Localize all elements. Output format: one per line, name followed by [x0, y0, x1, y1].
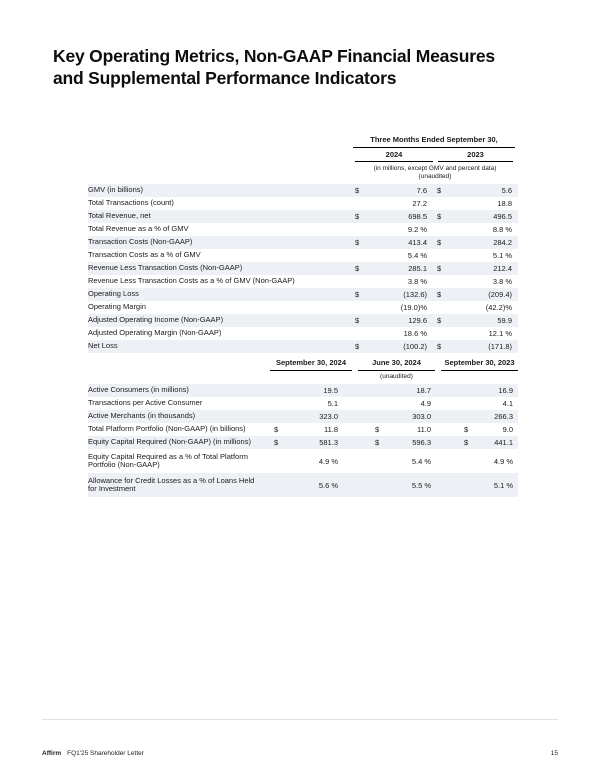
- metric-value: 5.6: [501, 186, 512, 195]
- currency-symbol: $: [437, 316, 442, 325]
- value-cell-2023: [433, 264, 518, 273]
- metric-value: 5.4 %: [407, 251, 427, 260]
- currency-symbol: $: [355, 316, 360, 325]
- metric-label: Total Revenue, net: [88, 211, 151, 221]
- currency-symbol: $: [437, 342, 442, 351]
- value-cell-sep24: [260, 399, 350, 408]
- year-header-row: [355, 150, 518, 162]
- metric-value: 5.1 %: [493, 480, 513, 490]
- currency-symbol: $: [355, 264, 360, 273]
- metric-value: 441.1: [494, 438, 513, 447]
- table-row: [88, 423, 518, 436]
- metric-value: 59.9: [497, 316, 512, 325]
- metric-value: 12.1 %: [488, 329, 512, 338]
- metric-value: 284.2: [493, 238, 512, 247]
- page-title: [53, 46, 553, 89]
- metric-label: Total Transactions (count): [88, 198, 174, 208]
- table-row: [88, 184, 518, 197]
- metric-value: (209.4): [488, 290, 512, 299]
- footer-divider: [42, 719, 558, 720]
- metric-label: GMV (in billions): [88, 185, 144, 195]
- value-cell-2023: [433, 212, 518, 221]
- metric-value: 323.0: [319, 412, 338, 421]
- table-row: [88, 449, 518, 473]
- metric-value: 581.3: [319, 438, 338, 447]
- value-cell-2023: [433, 225, 518, 234]
- value-cell-jun24: [350, 412, 434, 421]
- value-cell-2023: [433, 199, 518, 208]
- currency-symbol: $: [437, 264, 442, 273]
- metric-value: (42.2)%: [485, 303, 512, 312]
- metric-value: 18.8: [497, 199, 512, 208]
- currency-symbol: $: [355, 290, 360, 299]
- footer-left: [42, 750, 144, 757]
- table-row: [88, 473, 518, 497]
- value-cell-2024: [351, 277, 433, 286]
- table-row: [88, 410, 518, 423]
- metric-label: Operating Margin: [88, 302, 146, 312]
- metric-value: 18.6 %: [403, 329, 427, 338]
- metric-value: 11.0: [416, 425, 431, 434]
- value-cell-jun24: [350, 457, 434, 466]
- metric-label: Total Revenue as a % of GMV: [88, 224, 189, 234]
- table-row: [88, 301, 518, 314]
- value-cell-2024: [351, 251, 433, 260]
- value-cell-sep23: [434, 399, 518, 408]
- metric-value: 129.6: [408, 316, 427, 325]
- metric-label: Operating Loss: [88, 289, 139, 299]
- currency-symbol: $: [464, 425, 469, 434]
- metric-value: 285.1: [408, 264, 427, 273]
- value-cell-jun24: [350, 399, 434, 408]
- date-header-row: [270, 358, 518, 371]
- value-cell-sep23: [434, 386, 518, 395]
- value-cell-2024: [351, 199, 433, 208]
- metric-label: Active Merchants (in thousands): [88, 411, 196, 421]
- table-note-line1: (in millions, except GMV and percent data): [373, 165, 497, 172]
- currency-symbol: $: [355, 212, 360, 221]
- currency-symbol: $: [274, 438, 279, 447]
- brand-logo: Affirm: [42, 750, 62, 757]
- metric-value: 596.3: [412, 438, 431, 447]
- metric-value: 698.5: [408, 212, 427, 221]
- document-label: FQ1'25 Shareholder Letter: [67, 750, 144, 757]
- value-cell-sep24: [260, 386, 350, 395]
- value-cell-2023: [433, 316, 518, 325]
- metric-label: Adjusted Operating Income (Non-GAAP): [88, 315, 224, 325]
- supplemental-indicators-table: [88, 358, 518, 497]
- currency-symbol: $: [375, 438, 380, 447]
- value-cell-2024: [351, 238, 433, 247]
- value-cell-jun24: [350, 386, 434, 395]
- table-note: (unaudited): [380, 373, 413, 380]
- period-header: Three Months Ended September 30,: [353, 135, 515, 148]
- value-cell-sep24: [260, 481, 350, 490]
- value-cell-2024: [351, 290, 433, 299]
- metric-label: Net Loss: [88, 341, 118, 351]
- value-cell-sep24: [260, 412, 350, 421]
- metric-value: (19.0)%: [400, 303, 427, 312]
- value-cell-2023: [433, 277, 518, 286]
- value-cell-2023: [433, 290, 518, 299]
- value-cell-sep24: [260, 457, 350, 466]
- metric-value: 303.0: [412, 412, 431, 421]
- metric-label: Allowance for Credit Losses as a % of Loans Held for Investment: [88, 475, 255, 493]
- value-cell-2024: [351, 303, 433, 312]
- value-cell-sep24: [260, 438, 350, 447]
- value-cell-sep23: [434, 438, 518, 447]
- metric-value: 3.8 %: [492, 277, 512, 286]
- metric-value: 266.3: [494, 412, 513, 421]
- metric-value: (171.8): [488, 342, 512, 351]
- metric-label: Transaction Costs as a % of GMV: [88, 250, 201, 260]
- metric-value: 27.2: [412, 199, 427, 208]
- metric-value: 8.8 %: [492, 225, 512, 234]
- metric-value: 496.5: [493, 212, 512, 221]
- table-row: [88, 314, 518, 327]
- metric-value: 19.5: [323, 386, 338, 395]
- quarterly-metrics-table: [88, 135, 518, 353]
- table-row: [88, 262, 518, 275]
- metric-value: 11.8: [323, 425, 338, 434]
- year-header-2023: 2023: [438, 150, 513, 162]
- value-cell-sep23: [434, 425, 518, 434]
- metric-value: 9.0: [502, 425, 513, 434]
- value-cell-2024: [351, 316, 433, 325]
- value-cell-sep23: [434, 481, 518, 490]
- metric-label: Adjusted Operating Margin (Non-GAAP): [88, 328, 222, 338]
- metric-label: Total Platform Portfolio (Non-GAAP) (in billions): [88, 424, 246, 434]
- value-cell-2024: [351, 186, 433, 195]
- metric-value: (132.6): [403, 290, 427, 299]
- table-row: [88, 197, 518, 210]
- value-cell-sep23: [434, 457, 518, 466]
- value-cell-2024: [351, 225, 433, 234]
- metric-label: Active Consumers (in millions): [88, 385, 189, 395]
- currency-symbol: $: [355, 238, 360, 247]
- metric-value: 3.8 %: [407, 277, 427, 286]
- metric-value: 413.4: [408, 238, 427, 247]
- value-cell-2024: [351, 329, 433, 338]
- table-row: [88, 236, 518, 249]
- metric-value: 212.4: [493, 264, 512, 273]
- table-row: [88, 275, 518, 288]
- value-cell-2023: [433, 303, 518, 312]
- metric-value: 5.4 %: [411, 456, 431, 466]
- table-row: [88, 249, 518, 262]
- metric-value: 5.5 %: [411, 480, 431, 490]
- page-title-line2: and Supplemental Performance Indicators: [53, 67, 397, 88]
- table-note-line2: (unaudited): [418, 172, 452, 180]
- metric-value: 4.9 %: [318, 456, 338, 466]
- value-cell-2023: [433, 342, 518, 351]
- value-cell-2024: [351, 264, 433, 273]
- metric-value: 5.1: [327, 399, 338, 408]
- value-cell-jun24: [350, 425, 434, 434]
- table-row: [88, 340, 518, 353]
- metric-label: Revenue Less Transaction Costs (Non-GAAP): [88, 263, 243, 273]
- currency-symbol: $: [437, 238, 442, 247]
- value-cell-2024: [351, 342, 433, 351]
- value-cell-2023: [433, 329, 518, 338]
- table-body: [88, 184, 518, 353]
- metric-value: 9.2 %: [407, 225, 427, 234]
- page-footer: [42, 750, 558, 757]
- metric-value: 18.7: [416, 386, 431, 395]
- col-header-sep-2023: September 30, 2023: [441, 358, 518, 371]
- table-row: [88, 397, 518, 410]
- table-row: [88, 384, 518, 397]
- table-row: [88, 210, 518, 223]
- value-cell-2023: [433, 186, 518, 195]
- metric-label: Transaction Costs (Non-GAAP): [88, 237, 193, 247]
- metric-value: 4.9: [420, 399, 431, 408]
- currency-symbol: $: [437, 290, 442, 299]
- col-header-jun-2024: June 30, 2024: [358, 358, 435, 371]
- table-row: [88, 223, 518, 236]
- value-cell-2023: [433, 251, 518, 260]
- metric-label: Equity Capital Required (Non-GAAP) (in millions): [88, 437, 251, 447]
- value-cell-2024: [351, 212, 433, 221]
- value-cell-jun24: [350, 481, 434, 490]
- currency-symbol: $: [464, 438, 469, 447]
- table-row: [88, 288, 518, 301]
- currency-symbol: $: [355, 342, 360, 351]
- metric-value: 4.9 %: [493, 456, 513, 466]
- metric-label: Revenue Less Transaction Costs as a % of GMV (Non-GAAP): [88, 276, 295, 286]
- currency-symbol: $: [375, 425, 380, 434]
- table-row: [88, 436, 518, 449]
- page-title-line1: Key Operating Metrics, Non-GAAP Financial Measures: [53, 46, 495, 66]
- value-cell-jun24: [350, 438, 434, 447]
- metric-label: Equity Capital Required as a % of Total Platform Portfolio (Non-GAAP): [88, 451, 248, 469]
- currency-symbol: $: [274, 425, 279, 434]
- col-header-sep-2024: September 30, 2024: [270, 358, 352, 371]
- metric-value: 5.6 %: [318, 480, 338, 490]
- metric-label: Transactions per Active Consumer: [88, 398, 203, 408]
- currency-symbol: $: [437, 186, 442, 195]
- metric-value: (100.2): [403, 342, 427, 351]
- metric-value: 7.6: [416, 186, 427, 195]
- page-number: 15: [550, 750, 558, 757]
- value-cell-sep24: [260, 425, 350, 434]
- value-cell-2023: [433, 238, 518, 247]
- table-note: [355, 165, 515, 180]
- year-header-2024: 2024: [355, 150, 433, 162]
- currency-symbol: $: [355, 186, 360, 195]
- value-cell-sep23: [434, 412, 518, 421]
- currency-symbol: $: [437, 212, 442, 221]
- table-row: [88, 327, 518, 340]
- metric-value: 5.1 %: [492, 251, 512, 260]
- table-body: [88, 384, 518, 497]
- metric-value: 16.9: [498, 386, 513, 395]
- metric-value: 4.1: [502, 399, 513, 408]
